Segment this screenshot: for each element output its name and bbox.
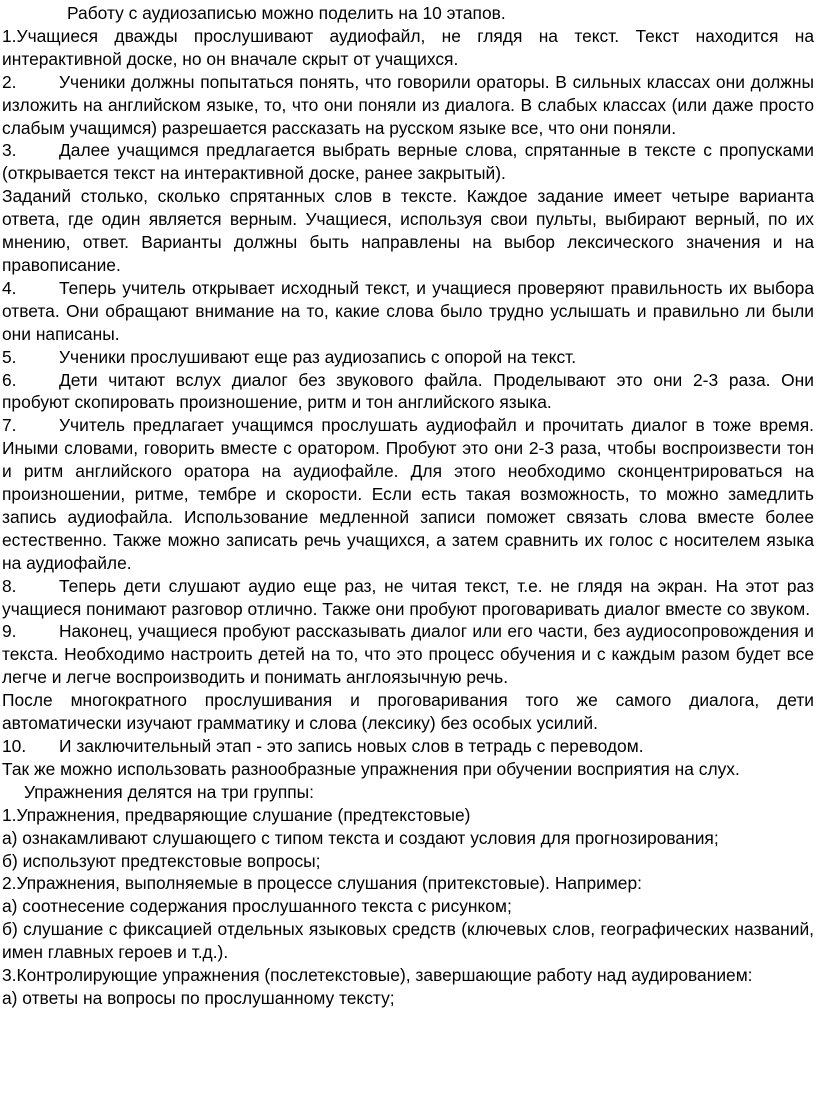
- step-3: [2, 139, 814, 185]
- groups-intro: Упражнения делятся на три группы:: [24, 781, 314, 802]
- step-1: [2, 25, 814, 71]
- group-2-item-a: а) соотнесение содержания прослушанного текста с рисунком;: [2, 896, 512, 917]
- step-9: [2, 620, 814, 689]
- step-number: 7.: [2, 415, 17, 436]
- step-7: [2, 414, 814, 574]
- step-3-extra: Заданий столько, сколько спрятанных слов в тексте. Каждое задание имеет четыре варианта ответа, где один является верным. Учащиеся, используя свои пульты, выбирают верный, по их мнению, ответ. Варианты должны быть направлены на выбор лексического значения и на правописание.: [2, 186, 814, 275]
- step-number: 2.: [2, 71, 17, 92]
- step-text: Наконец, учащиеся пробуют рассказывать диалог или его части, без аудиосопровождения и текста. Необходимо настроить детей на то, что это процесс обучения и с каждым разом будет все легче и легче воспроизводить и понимать англоязычную речь.: [2, 621, 814, 688]
- step-text: Учащиеся дважды прослушивают аудиофайл, не глядя на текст. Текст находится на интерактивной доске, но он вначале скрыт от учащихся.: [2, 25, 814, 69]
- step-number: 1.: [2, 25, 17, 46]
- step-text: Учитель предлагает учащимся прослушать аудиофайл и прочитать диалог в тоже время. Иными словами, говорить вместе с оратором. Пробуют это они 2-3 раза, чтобы воспроизвести тон и ритм английского оратора на аудиофайле. Для этого необходимо сконцентрироваться на произношении, ритме, тембре и скорости. Если есть такая возможность, то можно замедлить запись аудиофайла. Использование медленной записи поможет связать слова вместе более естественно. Также можно записать речь учащихся, а затем сравнить их голос с носителем языка на аудиофайле.: [2, 415, 814, 573]
- step-text: Дети читают вслух диалог без звукового файла. Проделывают это они 2-3 раза. Они пробуют скопировать произношение, ритм и тон английского языка.: [2, 369, 814, 413]
- group-2-item-b: б) слушание с фиксацией отдельных языковых средств (ключевых слов, географических названий, имен главных героев и т.д.).: [2, 919, 814, 963]
- group-3-item-a: а) ответы на вопросы по прослушанному тексту;: [2, 987, 395, 1008]
- step-text: Далее учащимся предлагается выбрать верные слова, спрятанные в тексте с пропусками (открывается текст на интерактивной доске, ранее закрытый).: [2, 140, 814, 184]
- step-4: [2, 277, 814, 346]
- step-number: 6.: [2, 369, 17, 390]
- step-6: [2, 369, 814, 415]
- group-1-item-b: б) используют предтекстовые вопросы;: [2, 850, 321, 871]
- group-2-title: 2.Упражнения, выполняемые в процессе слушания (притекстовые). Например:: [2, 873, 642, 894]
- intro-paragraph: Работу с аудиозаписью можно поделить на 10 этапов.: [67, 3, 506, 23]
- exercises-intro: Так же можно использовать разнообразные упражнения при обучении восприятия на слух.: [2, 758, 740, 779]
- step-text: Ученики должны попытаться понять, что говорили ораторы. В сильных классах они должны изложить на английском языке, то, что они поняли из диалога. В слабых классах (или даже просто слабым учащимся) разрешается рассказать на русском языке все, что они поняли.: [2, 71, 814, 138]
- step-number: 4.: [2, 277, 17, 298]
- step-text: Теперь дети слушают аудио еще раз, не читая текст, т.е. не глядя на экран. На этот раз учащиеся понимают разговор отлично. Также они пробуют проговаривать диалог вместе со звуком.: [2, 575, 814, 619]
- group-3-title: 3.Контролирующие упражнения (послетекстовые), завершающие работу над аудированием:: [2, 965, 753, 986]
- step-2: [2, 71, 814, 140]
- step-text: И заключительный этап - это запись новых слов в тетрадь с переводом.: [59, 736, 644, 756]
- step-number: 5.: [2, 346, 17, 367]
- step-number: 9.: [2, 621, 17, 642]
- step-8: [2, 575, 814, 621]
- group-1-item-a: а) ознакамливают слушающего с типом текста и создают условия для прогнозирования;: [2, 827, 719, 848]
- step-number: 10.: [2, 736, 27, 756]
- group-1-title: 1.Упражнения, предваряющие слушание (предтекстовые): [2, 804, 471, 825]
- step-number: 8.: [2, 575, 17, 596]
- step-text: Теперь учитель открывает исходный текст, и учащиеся проверяют правильность их выбора ответа. Они обращают внимание на то, какие слова было трудно услышать и правильно ли были они написаны.: [2, 277, 814, 344]
- step-text: Ученики прослушивают еще раз аудиозапись с опорой на текст.: [59, 346, 577, 367]
- after-step-9-paragraph: После многократного прослушивания и проговаривания того же самого диалога, дети автоматически изучают грамматику и слова (лексику) без особых усилий.: [2, 690, 814, 734]
- step-5: [2, 346, 814, 369]
- step-number: 3.: [2, 140, 17, 161]
- step-10: [2, 735, 814, 758]
